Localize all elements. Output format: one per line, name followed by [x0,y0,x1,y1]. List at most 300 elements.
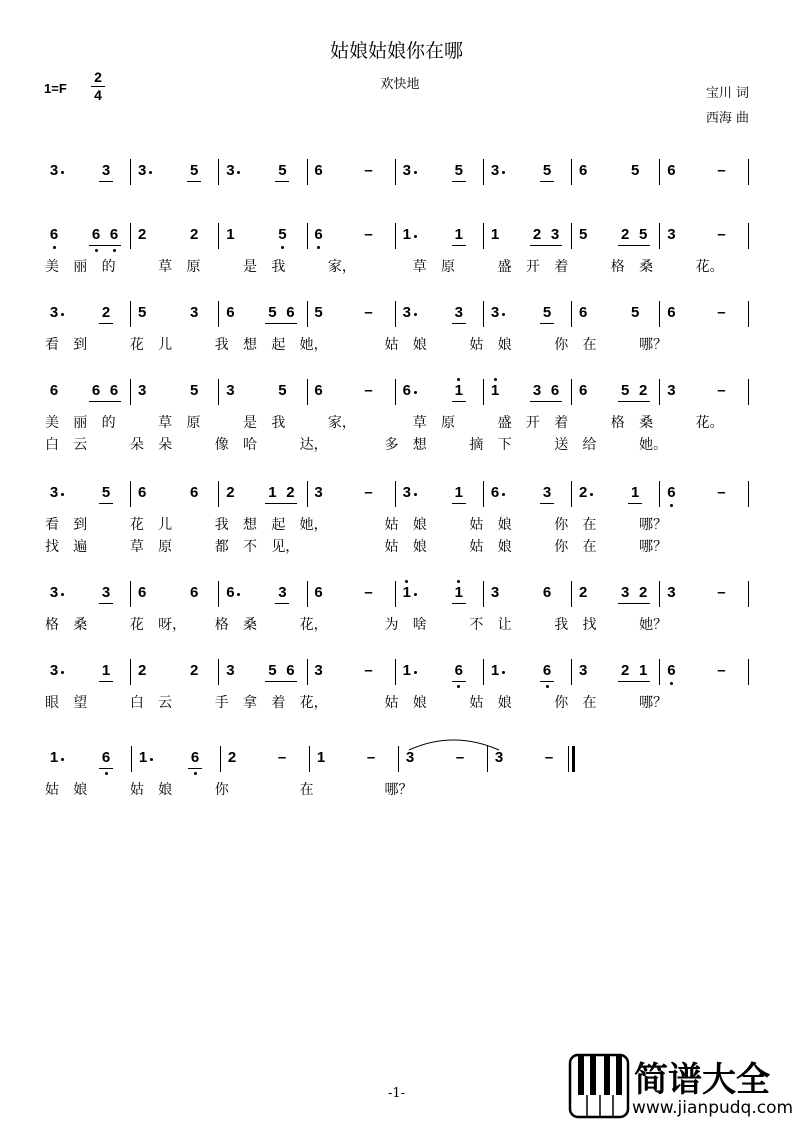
lyric-char: 啥 [412,617,427,633]
note: 5 [190,382,199,399]
note: 5 [278,162,287,179]
underline [452,401,466,402]
lyric-char: 是 [243,415,258,431]
lyric-char: 让 [497,617,512,633]
octave-down-dot [53,246,56,249]
note: 6 [314,382,323,399]
note: 3 [226,382,235,399]
logo-url-text: www.jianpudq.com [632,1098,793,1118]
barline [571,301,572,327]
dash-note: – [277,749,287,766]
underline [452,681,466,682]
lyric-char: 想 [412,437,427,453]
note: 1 [454,226,463,243]
dash-note: – [544,749,554,766]
dash-note: – [364,162,373,179]
note: 6 [138,584,147,601]
lyric-char: 姑 [129,782,144,798]
time-signature-top: 2 [94,69,102,85]
lyric-char: 格 [45,617,59,633]
beam-underline [530,245,562,246]
note: 1 [316,749,326,766]
note: 6 [101,749,111,766]
note: 1 [138,749,148,766]
octave-down-dot [546,685,549,688]
underline [452,323,466,324]
lyric-char: 桑 [639,259,654,275]
note: 6 [138,484,147,501]
note: 3 [579,662,588,679]
barline [571,379,572,405]
note: 1 [454,382,463,399]
note: 2 [639,584,648,601]
duration-dot [237,593,240,596]
time-signature-bottom: 4 [94,87,102,103]
lyric-char: 望 [73,695,88,711]
beam-underline [618,401,650,402]
lyric-char: 草 [412,415,427,431]
lyric-char: 着 [271,695,286,711]
underline [452,503,466,504]
note: 1 [402,584,411,601]
note: 6 [109,382,119,399]
note: 6 [226,304,235,321]
dash-note: – [717,662,726,679]
lyric-char: 家， [327,415,356,431]
lyric-char: 花 [129,517,144,533]
lyric-char: 格 [214,617,229,633]
note: 3 [190,304,199,321]
note: 6 [667,162,676,179]
barline [307,159,308,185]
lyric-char: 桑 [639,415,654,431]
note: 2 [532,226,542,243]
note: 6 [579,304,588,321]
note: 2 [621,226,630,243]
lyric-char: 花， [299,617,328,633]
lyric-char: 桑 [73,617,88,633]
note: 3 [550,226,560,243]
note: 6 [667,484,676,501]
barline [748,159,749,185]
barline [483,581,484,607]
lyric-char: 娘 [412,695,427,711]
lyric-char: 云 [73,437,88,453]
lyric-char: 摘 [469,437,484,453]
lyric-char: 在 [582,337,597,353]
lyric-char: 盛 [497,259,512,275]
barline [659,301,660,327]
note: 5 [101,484,111,501]
lyric-char: 娘 [73,782,88,798]
lyric-char: 白 [45,437,59,453]
note: 3 [542,484,552,501]
barline [659,659,660,685]
key-signature: 1=F [44,81,67,96]
lyric-char: 给 [582,437,597,453]
note: 2 [286,484,295,501]
lyric-char: 儿 [158,517,173,533]
final-barline-thick [572,746,575,772]
note: 1 [49,749,59,766]
lyric-char: 姑 [469,337,484,353]
note: 3 [402,484,411,501]
lyric-char: 到 [73,337,88,353]
lyric-char: 不 [243,539,258,555]
lyric-char: 娘 [497,517,512,533]
beam-underline [530,401,562,402]
underline [452,181,466,182]
beam-underline [618,603,650,604]
barline [131,746,132,772]
lyric-char: 起 [271,517,286,533]
barline [218,159,219,185]
lyric-char: 为 [384,617,399,633]
note: 1 [454,584,463,601]
duration-dot [414,391,417,394]
dash-note: – [717,584,726,601]
dash-note: – [364,662,373,679]
duration-dot [61,171,64,174]
lyric-char: 家， [327,259,356,275]
note: 6 [190,484,199,501]
note: 5 [639,226,648,243]
lyric-char: 草 [158,259,173,275]
octave-up-dot [405,580,408,583]
lyric-char: 草 [158,415,173,431]
octave-up-dot [494,378,497,381]
note: 3 [402,162,411,179]
note: 1 [101,662,111,679]
note: 6 [314,162,323,179]
barline [218,659,219,685]
lyric-char: 我 [271,259,286,275]
duration-dot [502,313,505,316]
lyric-char: 我 [271,415,286,431]
beam-underline [265,681,297,682]
note: 6 [286,304,295,321]
dash-note: – [364,382,373,399]
lyric-char: 原 [158,539,173,555]
duration-dot [61,493,64,496]
lyric-char: 桑 [243,617,258,633]
duration-dot [61,593,64,596]
note: 3 [402,304,411,321]
barline [395,223,396,249]
beam-underline [89,401,121,402]
beam-underline [265,503,297,504]
note: 3 [532,382,542,399]
lyric-char: 花 [129,617,144,633]
note: 5 [631,304,640,321]
octave-down-dot [457,685,460,688]
lyric-char: 哪？ [639,517,668,533]
barline [483,379,484,405]
lyric-char: 朵 [158,437,173,453]
lyric-char: 开 [525,415,540,431]
lyric-char: 娘 [412,337,427,353]
underline [628,503,642,504]
lyric-char: 送 [554,437,569,453]
lyric-char: 的 [101,415,116,431]
lyric-char: 花。 [695,415,724,431]
lyric-char: 美 [45,259,59,275]
barline [307,581,308,607]
barline [395,379,396,405]
note: 2 [227,749,237,766]
underline [187,181,201,182]
note: 1 [490,382,500,399]
lyric-char: 哪？ [384,782,413,798]
lyric-char: 娘 [412,517,427,533]
barline [307,223,308,249]
note: 3 [49,162,59,179]
lyric-char: 哈 [243,437,258,453]
barline [307,379,308,405]
barline [130,581,131,607]
beam-underline [265,323,297,324]
note: 3 [454,304,463,321]
note: 3 [101,162,111,179]
note: 3 [49,304,59,321]
lyric-char: 她？ [639,617,668,633]
lyric-char: 姑 [469,539,484,555]
barline [398,746,399,772]
note: 5 [138,304,147,321]
note: 6 [667,304,676,321]
note: 6 [579,382,588,399]
lyric-char: 姑 [469,695,484,711]
underline [99,503,113,504]
barline [748,379,749,405]
duration-dot [237,171,240,174]
beam-underline [618,681,650,682]
note: 3 [278,584,287,601]
duration-dot [502,493,505,496]
lyric-char: 草 [412,259,427,275]
barline [571,581,572,607]
dash-note: – [717,162,726,179]
duration-dot [502,171,505,174]
note: 6 [542,662,552,679]
note: 2 [101,304,111,321]
barline [309,746,310,772]
note: 1 [402,662,411,679]
lyric-char: 我 [214,337,229,353]
note: 5 [278,226,287,243]
lyric-char: 丽 [73,259,88,275]
note: 5 [631,162,640,179]
lyric-char: 她， [299,517,328,533]
note: 6 [190,584,199,601]
note: 2 [190,662,199,679]
note: 5 [542,162,552,179]
duration-dot [149,171,152,174]
note: 2 [621,662,630,679]
duration-dot [61,671,64,674]
note: 6 [490,484,500,501]
lyric-char: 开 [525,259,540,275]
lyric-char: 娘 [497,539,512,555]
barline [218,379,219,405]
lyric-char: 娘 [158,782,173,798]
logo-brand-text: 简谱大全 [634,1060,770,1100]
dash-note: – [717,484,726,501]
barline [483,159,484,185]
time-signature [90,70,106,103]
octave-down-dot [105,772,108,775]
final-barline [568,746,569,772]
barline [307,481,308,507]
dash-note: – [455,749,465,766]
barline [571,159,572,185]
duration-dot [414,235,417,238]
lyric-char: 你 [554,517,569,533]
note: 3 [226,662,235,679]
note: 3 [490,304,500,321]
note: 5 [314,304,323,321]
note: 6 [109,226,119,243]
underline [99,181,113,182]
lyric-char: 姑 [384,517,399,533]
underline [540,323,554,324]
barline [659,581,660,607]
lyric-char: 姑 [45,782,59,798]
dash-note: – [366,749,376,766]
barline [130,301,131,327]
lyric-char: 想 [243,337,258,353]
lyric-char: 起 [271,337,286,353]
lyric-char: 想 [243,517,258,533]
octave-down-dot [95,249,98,252]
lyric-char: 是 [243,259,258,275]
note: 5 [454,162,463,179]
note: 2 [226,484,235,501]
jianpudq-logo [568,1053,793,1119]
note: 3 [667,382,676,399]
underline [452,603,466,604]
note: 2 [138,226,147,243]
barline [130,659,131,685]
note: 6 [314,226,323,243]
lyric-char: 美 [45,415,59,431]
barline [395,159,396,185]
note: 3 [314,662,323,679]
lyric-char: 着 [554,415,569,431]
barline [130,223,131,249]
duration-dot [590,493,593,496]
note: 6 [190,749,200,766]
note: 5 [268,304,277,321]
barline [659,159,660,185]
note: 6 [579,162,588,179]
octave-down-dot [317,246,320,249]
lyric-char: 哪？ [639,695,668,711]
lyric-char: 她。 [639,437,668,453]
lyric-char: 遍 [73,539,88,555]
barline [483,301,484,327]
lyric-char: 花。 [695,259,724,275]
barline [483,481,484,507]
note: 3 [490,162,500,179]
underline [99,603,113,604]
note: 5 [579,226,588,243]
barline [659,223,660,249]
lyric-char: 下 [497,437,512,453]
lyric-char: 你 [214,782,229,798]
lyric-char: 看 [45,337,59,353]
lyric-char: 手 [214,695,229,711]
note: 3 [314,484,323,501]
octave-down-dot [194,772,197,775]
barline [483,659,484,685]
barline [748,581,749,607]
duration-dot [414,171,417,174]
note: 6 [454,662,463,679]
underline [452,245,466,246]
underline [188,768,202,769]
lyric-char: 花 [129,337,144,353]
barline [307,301,308,327]
barline [748,301,749,327]
beam-underline [89,245,121,246]
note: 2 [190,226,199,243]
duration-dot [61,758,64,761]
lyric-char: 达， [299,437,328,453]
lyric-char: 花， [299,695,328,711]
note: 2 [639,382,648,399]
note: 1 [490,226,500,243]
underline [275,603,289,604]
barline [130,481,131,507]
lyric-char: 儿 [158,337,173,353]
barline [218,481,219,507]
lyric-char: 姑 [384,695,399,711]
lyric-char: 娘 [412,539,427,555]
lyric-char: 像 [214,437,229,453]
note: 6 [91,382,101,399]
note: 3 [49,584,59,601]
note: 6 [49,382,59,399]
underline [540,503,554,504]
octave-down-dot [113,249,116,252]
lyric-char: 盛 [497,415,512,431]
piano-keys-icon [570,1055,628,1117]
lyric-char: 在 [299,782,314,798]
note: 2 [138,662,147,679]
note: 1 [454,484,463,501]
underline [99,681,113,682]
lyric-char: 找 [45,539,59,555]
note: 6 [667,662,676,679]
beam-underline [618,245,650,246]
note: 3 [667,226,676,243]
note: 2 [579,584,588,601]
lyric-char: 原 [186,415,201,431]
barline [571,223,572,249]
tempo-marking: 欢快地 [380,77,420,92]
page-title: 姑娘姑娘你在哪 [329,40,463,62]
barline [659,481,660,507]
note: 1 [226,226,235,243]
note: 3 [494,749,504,766]
lyric-char: 着 [554,259,569,275]
dash-note: – [717,382,726,399]
lyric-char: 格 [610,259,625,275]
dash-note: – [364,584,373,601]
lyric-char: 不 [469,617,484,633]
dash-note: – [364,226,373,243]
